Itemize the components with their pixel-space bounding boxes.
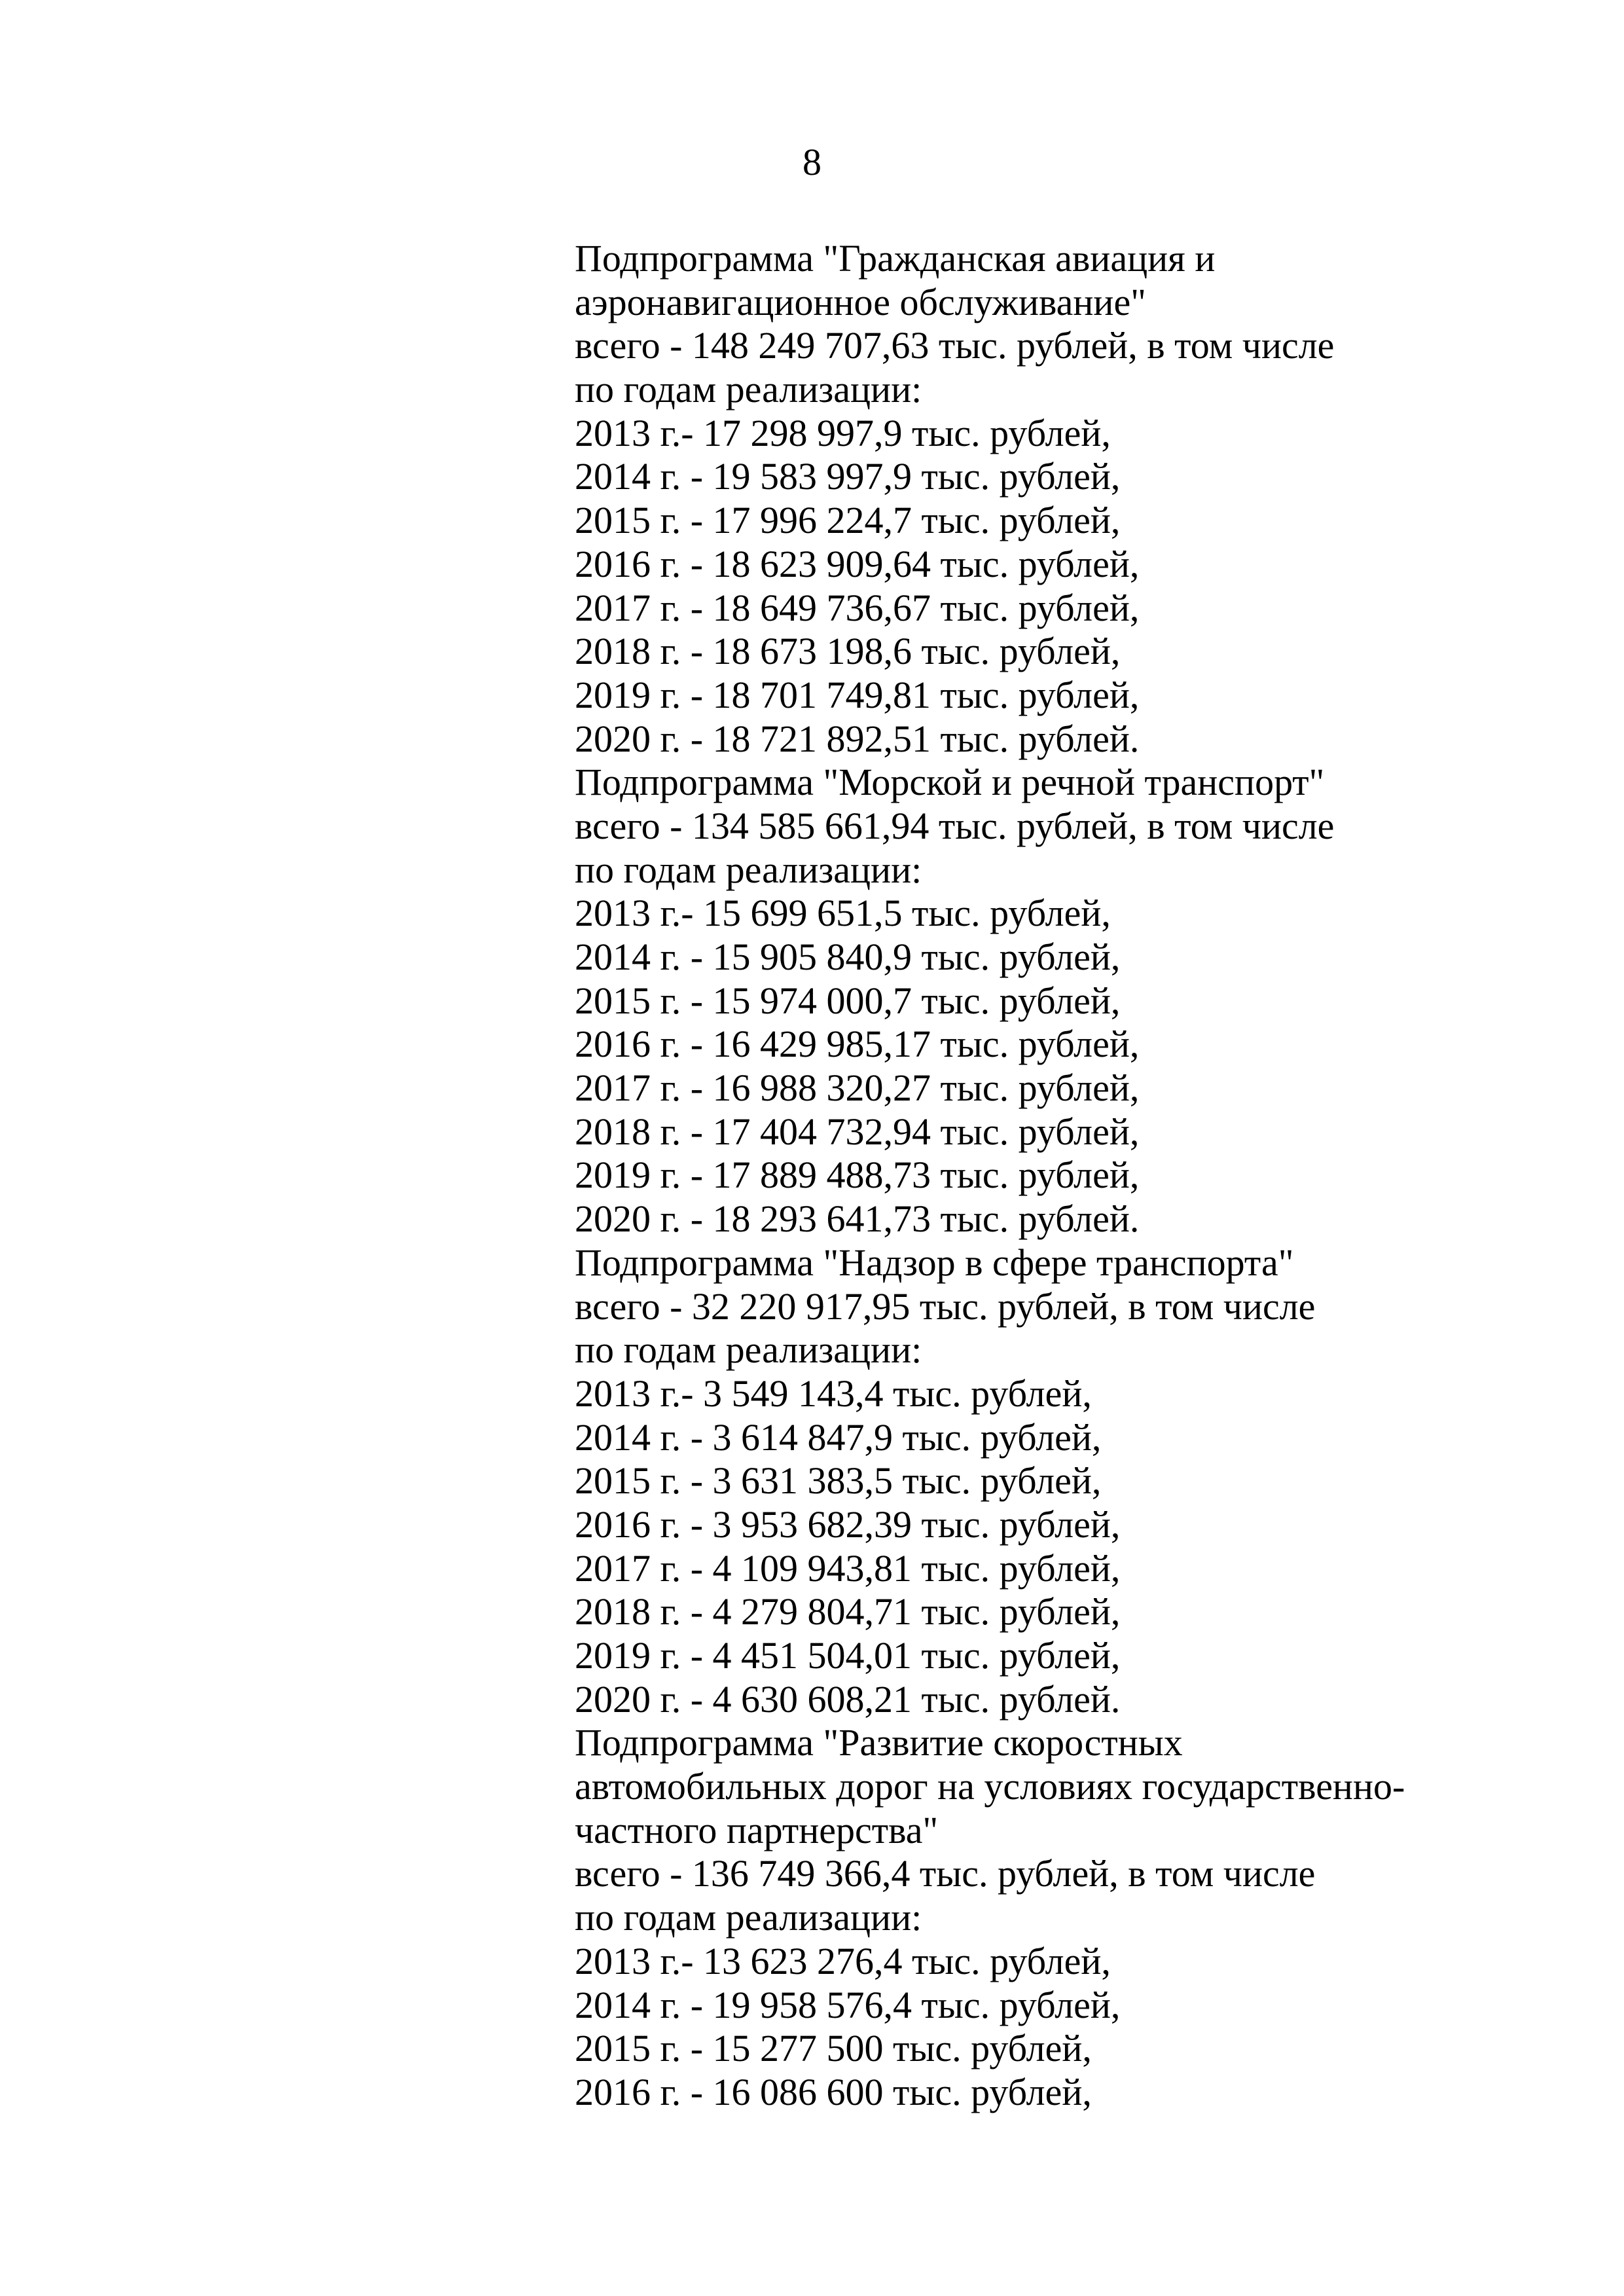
subprogram-heading-line: Подпрограмма "Надзор в сфере транспорта" [575,1241,1294,1284]
subprogram-transport-supervision [575,1241,1596,1722]
year-amount-line: 2016 г. - 18 623 909,64 тыс. рублей, [575,542,1140,585]
year-amount-line: 2017 г. - 4 109 943,81 тыс. рублей, [575,1546,1121,1590]
year-amount-line: 2016 г. - 16 429 985,17 тыс. рублей, [575,1023,1140,1066]
year-amount-line: 2019 г. - 18 701 749,81 тыс. рублей, [575,673,1140,716]
year-amount-line: 2020 г. - 4 630 608,21 тыс. рублей. [575,1677,1121,1721]
year-amount-line: 2020 г. - 18 721 892,51 тыс. рублей. [575,717,1140,760]
year-amount-line: 2016 г. - 3 953 682,39 тыс. рублей, [575,1503,1121,1546]
year-amount-line: 2015 г. - 15 974 000,7 тыс. рублей, [575,979,1121,1022]
year-amount-line: 2015 г. - 15 277 500 тыс. рублей, [575,2027,1092,2070]
year-amount-line: 2013 г.- 15 699 651,5 тыс. рублей, [575,892,1111,935]
subprogram-total: всего - 148 249 707,63 тыс. рублей, в том числе [575,324,1335,367]
by-years-label: по годам реализации: [575,848,922,891]
year-amount-line: 2017 г. - 16 988 320,27 тыс. рублей, [575,1066,1140,1110]
subprogram-heading-line: автомобильных дорог на условиях государственно- [575,1765,1405,1808]
subprogram-heading-line: частного партнерства" [575,1808,939,1851]
year-amount-line: 2014 г. - 19 583 997,9 тыс. рублей, [575,455,1121,498]
subprogram-heading-line: Подпрограмма "Морской и речной транспорт" [575,761,1325,804]
year-amount-line: 2016 г. - 16 086 600 тыс. рублей, [575,2070,1092,2113]
subprogram-total: всего - 134 585 661,94 тыс. рублей, в том числе [575,804,1335,847]
subprogram-total: всего - 136 749 366,4 тыс. рублей, в том числе [575,1852,1316,1895]
year-amount-line: 2015 г. - 3 631 383,5 тыс. рублей, [575,1459,1102,1503]
year-amount-line: 2017 г. - 18 649 736,67 тыс. рублей, [575,586,1140,629]
year-amount-line: 2013 г.- 13 623 276,4 тыс. рублей, [575,1939,1111,1982]
year-amount-line: 2014 г. - 19 958 576,4 тыс. рублей, [575,1983,1121,2026]
by-years-label: по годам реализации: [575,1896,922,1939]
subprogram-total: всего - 32 220 917,95 тыс. рублей, в том числе [575,1285,1316,1328]
year-amount-line: 2019 г. - 17 889 488,73 тыс. рублей, [575,1154,1140,1197]
document-body [575,237,1596,2115]
subprogram-highways-ppp [575,1721,1596,2114]
year-amount-line: 2014 г. - 15 905 840,9 тыс. рублей, [575,936,1121,978]
page-number: 8 [803,141,821,183]
year-amount-line: 2019 г. - 4 451 504,01 тыс. рублей, [575,1634,1121,1677]
year-amount-line: 2013 г.- 3 549 143,4 тыс. рублей, [575,1372,1092,1415]
subprogram-sea-river-transport [575,761,1596,1241]
subprogram-civil-aviation [575,237,1596,761]
year-amount-line: 2018 г. - 4 279 804,71 тыс. рублей, [575,1590,1121,1633]
year-amount-line: 2020 г. - 18 293 641,73 тыс. рублей. [575,1197,1140,1241]
year-amount-line: 2018 г. - 17 404 732,94 тыс. рублей, [575,1110,1140,1153]
subprogram-heading-line: Подпрограмма "Гражданская авиация и [575,237,1216,280]
year-amount-line: 2015 г. - 17 996 224,7 тыс. рублей, [575,499,1121,542]
by-years-label: по годам реализации: [575,1328,922,1372]
subprogram-heading-line: аэронавигационное обслуживание" [575,280,1146,323]
subprogram-heading-line: Подпрограмма "Развитие скоростных [575,1721,1183,1764]
by-years-label: по годам реализации: [575,368,922,411]
year-amount-line: 2013 г.- 17 298 997,9 тыс. рублей, [575,411,1111,454]
year-amount-line: 2014 г. - 3 614 847,9 тыс. рублей, [575,1415,1102,1459]
year-amount-line: 2018 г. - 18 673 198,6 тыс. рублей, [575,630,1121,673]
